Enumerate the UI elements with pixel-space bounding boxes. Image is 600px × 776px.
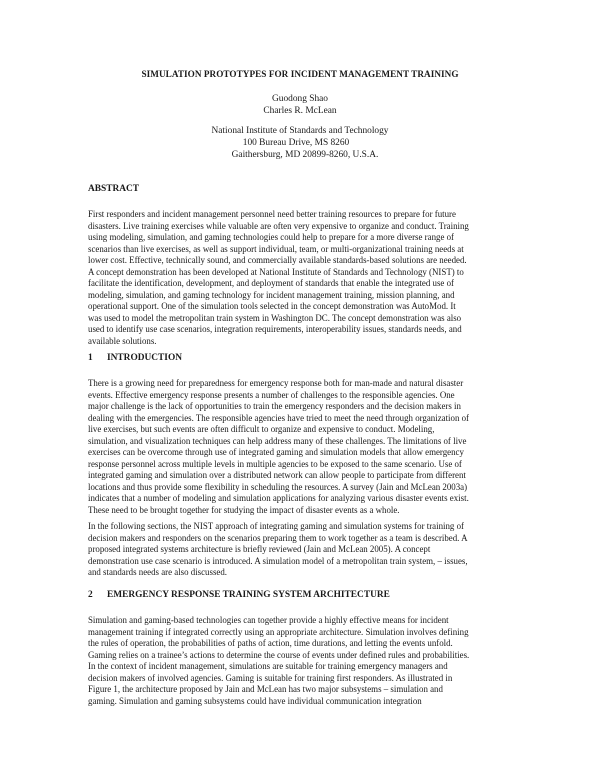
text-line: modeling, simulation, and gaming technology for incident management training, mission planning, and	[88, 289, 455, 300]
text-line: facilitate the identification, development, and deployment of standards that enable the integrated use of	[88, 278, 454, 289]
text-line: lower cost. Effective, technically sound, and commercially available standards-based solutions are needed.	[88, 255, 467, 266]
text-line: In the following sections, the NIST approach of integrating gaming and simulation systems for training of	[88, 521, 464, 531]
text-line: Figure 1, the architecture proposed by Jain and McLean has two major subsystems – simulation and	[88, 684, 443, 695]
affiliation-line: 100 Bureau Drive, MS 8260	[242, 138, 350, 148]
section-1-heading	[88, 353, 182, 363]
text-line: operational support. One of the simulation tools selected in the concept demonstration was AutoMod. It	[88, 301, 456, 312]
text-line: gaming. Simulation and gaming subsystems could have individual communication integration	[88, 695, 422, 706]
text-line: scenarios than live exercises, as well as support individual, team, or multi-organizational training needs at	[88, 243, 464, 254]
text-line: decision makers and responders on the scenarios preparing them to work together as a team is described. A	[88, 532, 468, 543]
abstract-body	[88, 209, 516, 348]
text-line: A concept demonstration has been developed at National Institute of Standards and Technology (NIST) to	[88, 266, 464, 277]
text-line: indicates that a number of modeling and simulation applications for analyzing various disaster events exist.	[88, 493, 469, 504]
text-line: In the context of incident management, simulations are suitable for training emergency managers and	[88, 661, 448, 672]
text-line: was used to model the metropolitan train system in Washington DC. The concept demonstration was also	[88, 312, 462, 323]
text-line: simulation, and visualization techniques can help address many of these challenges. The limitations of live	[88, 435, 467, 446]
text-line: using modeling, simulation, and gaming technologies could help to prepare for a more diverse range of	[88, 232, 454, 243]
text-line: management training if integrated correctly using an appropriate architecture. Simulation involves defining	[88, 626, 469, 637]
text-line: These need to be brought together for studying the impact of disaster events as a whole.	[88, 505, 400, 516]
paper-title: SIMULATION PROTOTYPES FOR INCIDENT MANAGEMENT TRAINING	[141, 69, 459, 79]
text-line: locations and thus provide some flexibility in scheduling the resources. A survey (Jain and McLean 2003a)	[88, 481, 468, 492]
abstract-heading: ABSTRACT	[88, 184, 140, 194]
author-name: Charles R. McLean	[263, 106, 337, 116]
section-number: 1	[88, 353, 93, 363]
text-line: major challenge is the lack of opportunities to train the emergency responders and the decision makers in	[88, 401, 461, 412]
text-line: proposed integrated systems architecture is briefly reviewed (Jain and McLean 2005). A concept	[88, 544, 431, 555]
affiliation-line: National Institute of Standards and Technology	[211, 126, 389, 136]
text-line: events. Effective emergency response presents a number of challenges to the responsible agencies. One	[88, 389, 455, 400]
text-line: dealing with the emergencies. The responsible agencies have tried to meet the need through organization of	[88, 412, 470, 423]
text-line: the rules of operation, the probabilities of paths of action, time durations, and letting the events unfold.	[88, 638, 453, 649]
section-2-heading	[88, 590, 390, 600]
text-line: response personnel across multiple levels in multiple agencies to be exposed to the same scenario. Use of	[88, 458, 462, 469]
text-line: demonstration use case scenario is introduced. A simulation model of a metropolitan train system, – issues,	[88, 555, 468, 566]
text-line: disasters. Live training exercises while valuable are often very expensive to organize and conduct. Training	[88, 220, 469, 231]
author-block	[80, 93, 520, 117]
section-title: INTRODUCTION	[107, 353, 183, 363]
text-line: used to identify use case scenarios, integration requirements, interoperability issues, standards needs, and	[88, 324, 462, 335]
text-line: available solutions.	[88, 336, 157, 347]
text-line: exercises can be overcome through use of integrated gaming and simulation models that allow emergency	[88, 447, 464, 458]
text-line: There is a growing need for preparedness for emergency response both for man-made and natural disaster	[88, 378, 464, 388]
affiliation-line: Gaithersburg, MD 20899-8260, U.S.A.	[231, 150, 379, 160]
text-line: decision makers of involved agencies. Gaming is suitable for training first responders. As illustrated in	[88, 672, 453, 683]
text-line: integrated gaming and simulation over a distributed network can allow people to participate from different	[88, 470, 466, 481]
text-line: First responders and incident management personnel need better training resources to prepare for future	[88, 209, 456, 219]
text-line: and standards needs are also discussed.	[88, 567, 228, 578]
architecture-paragraph-1	[88, 615, 516, 707]
text-line: Gaming relies on a trainee’s actions to determine the course of events under defined rules and probabilities.	[88, 649, 470, 660]
author-name: Guodong Shao	[272, 94, 328, 104]
section-title: EMERGENCY RESPONSE TRAINING SYSTEM ARCHITECTURE	[107, 590, 390, 600]
text-line: Simulation and gaming-based technologies can together provide a highly effective means for incident	[88, 615, 449, 625]
text-line: live exercises, but such events are often difficult to organize and expensive to conduct. Modeling,	[88, 424, 435, 435]
section-number: 2	[88, 590, 93, 600]
affiliation-block	[80, 125, 520, 161]
intro-paragraph-1	[88, 378, 516, 517]
intro-paragraph-2	[88, 521, 516, 579]
